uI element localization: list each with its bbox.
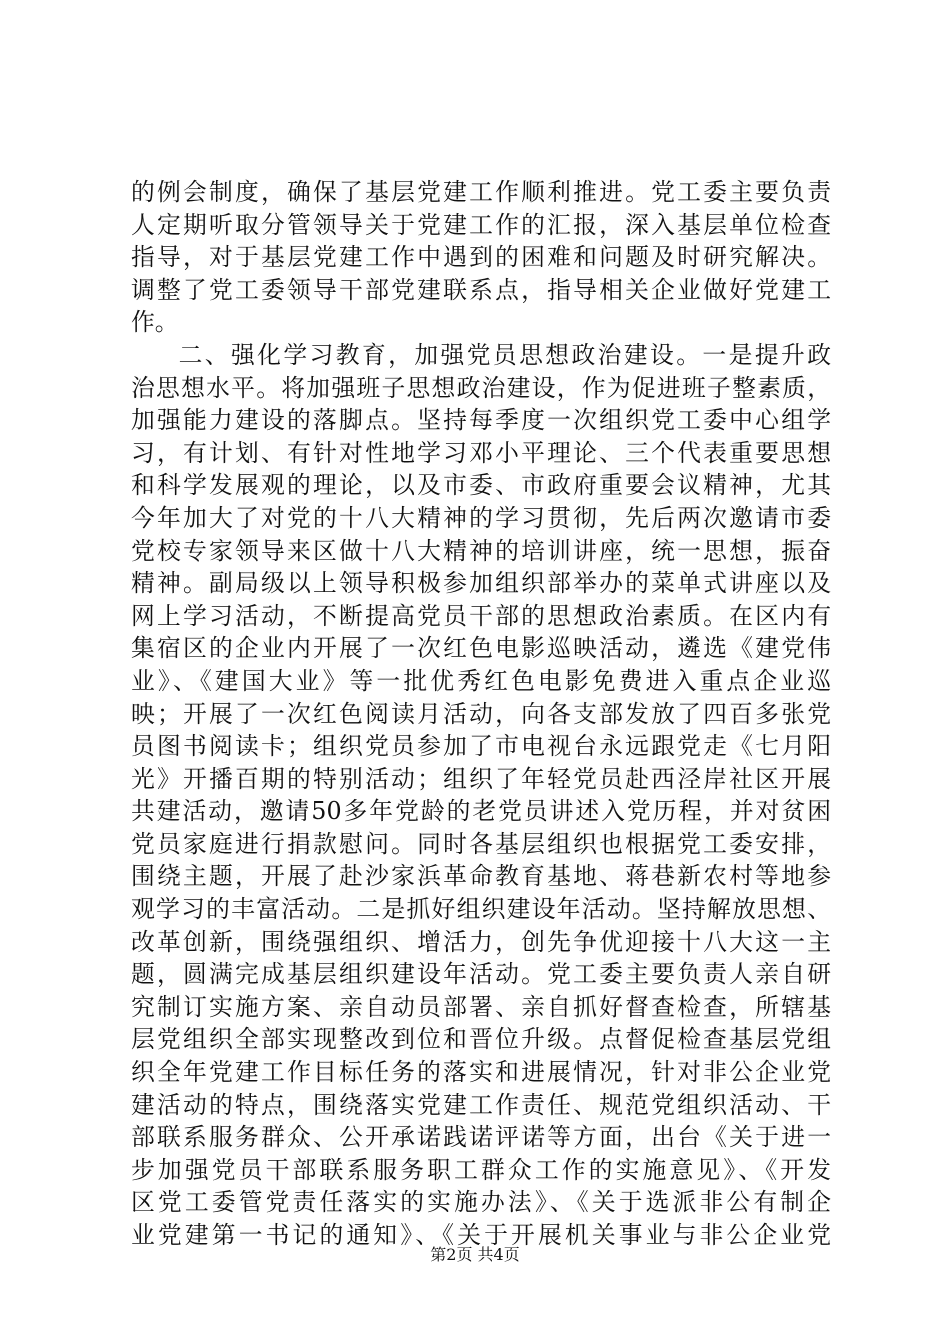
text-line: 今年加大了对党的十八大精神的学习贯彻，先后两次邀请市委	[131, 503, 831, 532]
text-line: 织全年党建工作目标任务的落实和进展情况，针对非公企业党	[131, 1058, 831, 1087]
text-line: 作。	[131, 308, 179, 337]
text-line: 指导，对于基层党建工作中遇到的困难和问题及时研究解决。	[131, 243, 831, 272]
text-line: 网上学习活动，不断提高党员干部的思想政治素质。在区内有	[131, 601, 831, 630]
text-line: 习，有计划、有针对性地学习邓小平理论、三个代表重要思想	[131, 438, 831, 467]
text-line: 层党组织全部实现整改到位和晋位升级。点督促检查基层党组	[131, 1025, 831, 1054]
document-body	[131, 176, 831, 1252]
text-line: 光》开播百期的特别活动；组织了年轻党员赴西泾岸社区开展	[131, 764, 831, 793]
text-line: 改革创新，围绕强组织、增活力，创先争优迎接十八大这一主	[131, 927, 831, 956]
text-line: 建活动的特点，围绕落实党建工作责任、规范党组织活动、干	[131, 1090, 831, 1119]
paragraph-start-line: 二、强化学习教育，加强党员思想政治建设。一是提升政	[178, 340, 831, 369]
text-line: 共建活动，邀请50多年党龄的老党员讲述入党历程，并对贫困	[131, 797, 831, 826]
text-line: 步加强党员干部联系服务职工群众工作的实施意见》、《开发	[131, 1155, 831, 1184]
text-line: 加强能力建设的落脚点。坚持每季度一次组织党工委中心组学	[131, 406, 831, 435]
text-line: 调整了党工委领导干部党建联系点，指导相关企业做好党建工	[131, 275, 831, 304]
text-line: 观学习的丰富活动。二是抓好组织建设年活动。坚持解放思想、	[131, 895, 831, 924]
text-line: 围绕主题，开展了赴沙家浜革命教育基地、蒋巷新农村等地参	[131, 862, 831, 891]
text-line: 部联系服务群众、公开承诺践诺评诺等方面，出台《关于进一	[131, 1123, 831, 1152]
text-line: 业》、《建国大业》等一批优秀红色电影免费进入重点企业巡	[131, 666, 831, 695]
text-line: 究制订实施方案、亲自动员部署、亲自抓好督查检查，所辖基	[131, 992, 831, 1021]
text-line: 集宿区的企业内开展了一次红色电影巡映活动，遴选《建党伟	[131, 634, 831, 663]
page-number: 第2页 共4页	[430, 1245, 520, 1264]
text-line: 区党工委管党责任落实的实施办法》、《关于选派非公有制企	[131, 1188, 831, 1217]
text-line: 治思想水平。将加强班子思想政治建设，作为促进班子整素质，	[131, 373, 831, 402]
text-line: 人定期听取分管领导关于党建工作的汇报，深入基层单位检查	[131, 210, 831, 239]
text-line: 映；开展了一次红色阅读月活动，向各支部发放了四百多张党	[131, 699, 831, 728]
text-line: 党校专家领导来区做十八大精神的培训讲座，统一思想，振奋	[131, 536, 831, 565]
text-line: 员图书阅读卡；组织党员参加了市电视台永远跟党走《七月阳	[131, 732, 831, 761]
text-line: 的例会制度，确保了基层党建工作顺利推进。党工委主要负责	[131, 178, 831, 206]
text-line: 题，圆满完成基层组织建设年活动。党工委主要负责人亲自研	[131, 960, 831, 989]
text-line: 党员家庭进行捐款慰问。同时各基层组织也根据党工委安排，	[131, 829, 831, 858]
text-line: 业党建第一书记的通知》、《关于开展机关事业与非公企业党	[131, 1221, 831, 1249]
text-line: 精神。副局级以上领导积极参加组织部举办的菜单式讲座以及	[131, 569, 831, 598]
text-line: 和科学发展观的理论，以及市委、市政府重要会议精神，尤其	[131, 471, 831, 500]
